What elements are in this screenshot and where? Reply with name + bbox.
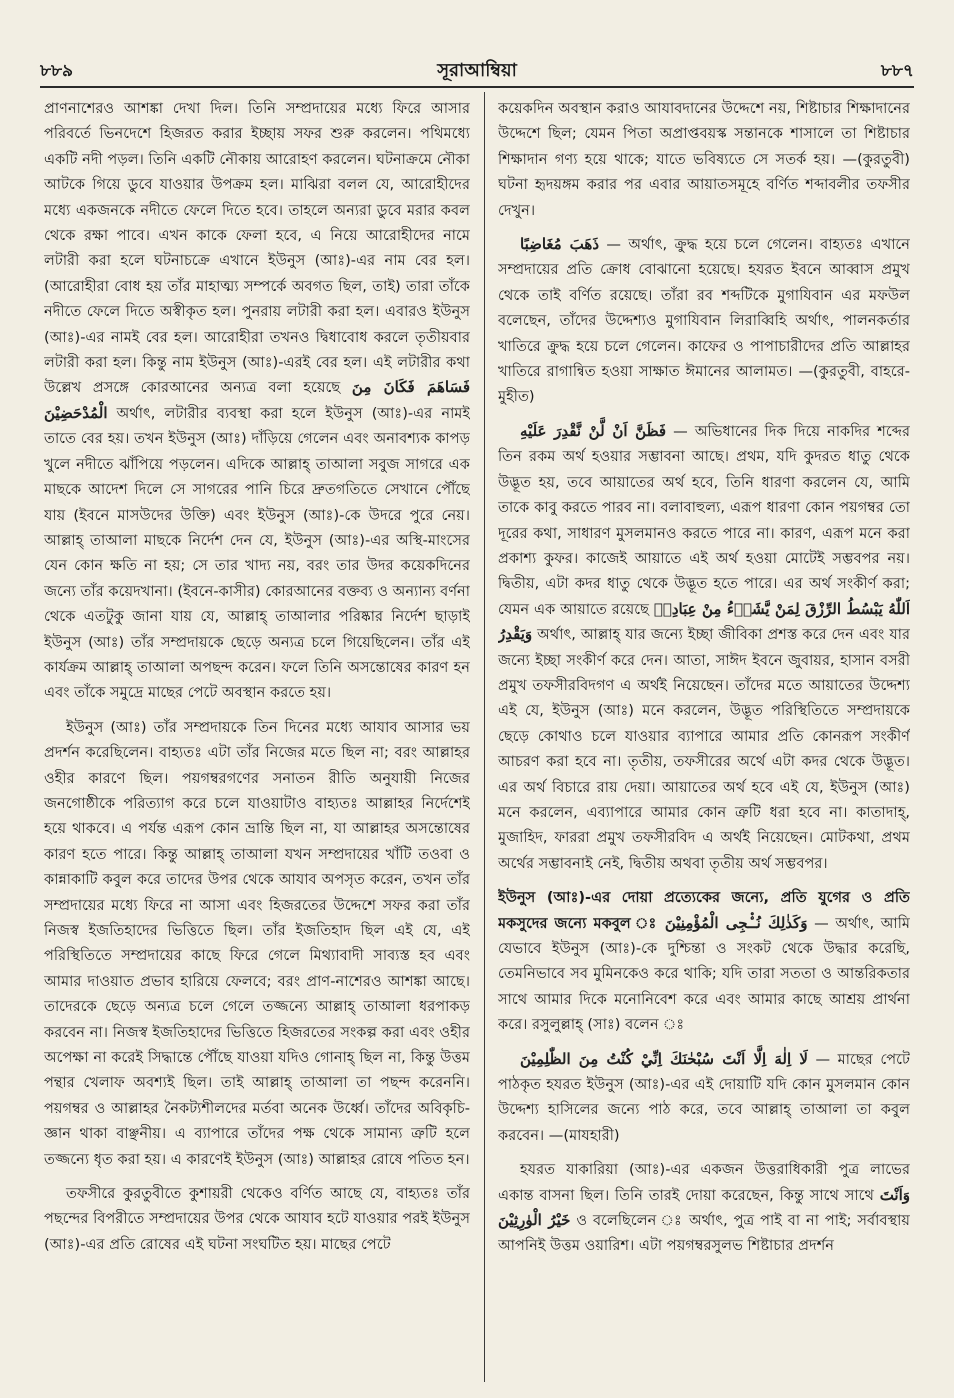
section-heading: ইউনুস (আঃ)-এর দোয়া প্রত্যেকের জন্যে, প্রতি যুগের ও প্রতি মকসুদের জন্যে মকবুল ঃ [498,889,910,932]
page-number-left: ৮৮৯ [40,61,74,81]
paragraph [498,1157,910,1259]
paragraph-text: অর্থাৎ, লটারীর ব্যবস্থা করা হলে ইউনুস (আঃ)-এর নামই তাতে বের হয়। তখন ইউনুস (আঃ) দাঁড়িয়ে গেলেন এবং অনাবশ্যক কাপড় খুলে নদীতে ঝাঁপিয়ে পড়লেন। এদিকে আল্লাহ্ তাআলা সবুজ সাগরে এক মাছকে আদেশ দিলে সে সাগরের পানি চিরে দ্রুতগতিতে সেখানে পৌঁছে যায় (ইবনে মাসউদের উক্তি) এবং ইউনুস (আঃ)-কে উদরে পুরে নেয়। আল্লাহ্ তাআলা মাছকে নির্দেশ দেন যে, ইউনুস (আঃ)-এর অস্থি-মাংসের যেন কোন ক্ষতি না হয়; সে তার খাদ্য নয়, বরং তার উদর কয়েকদিনের জন্যে তাঁর কয়েদখানা। (ইবনে-কাসীর) কোরআনের বক্তব্য ও অন্যান্য বর্ণনা থেকে এতটুকু জানা যায় যে, আল্লাহ্ তাআলার পরিষ্কার নির্দেশ ছাড়াই ইউনুস (আঃ) তাঁর সম্প্রদায়কে ছেড়ে অন্যত্র চলে গিয়েছিলেন। তাঁর এই কার্যক্রম আল্লাহ্ তাআলা অপছন্দ করেন। ফলে তিনি অসন্তোষের কারণ হন এবং তাঁকে সমুদ্রে মাছের পেটে অবস্থান করতে হয়। [44,404,470,702]
right-column [498,96,910,1386]
paragraph-text: তফসীরে কুরতুবীতে কুশায়রী থেকেও বর্ণিত আছে যে, বাহ্যতঃ তাঁর পছন্দের বিপরীতে সম্প্রদায়ের উপর থেকে আযাব হটে যাওয়ার পরই ইউনুস (আঃ)-এর প্রতি রোষের এই ঘটনা সংঘটিত হয়। মাছের পেটে [44,1185,470,1253]
paragraph-text: প্রাণনাশেরও আশঙ্কা দেখা দিল। তিনি সম্প্রদায়ের মধ্যে ফিরে আসার পরিবর্তে ভিনদেশে হিজরত করার ইচ্ছায় সফর শুরু করলেন। পথিমধ্যে একটি নদী পড়ল। তিনি একটি নৌকায় আরোহণ করলেন। ঘটনাক্রমে নৌকা আটকে গিয়ে ডুবে যাওয়ার উপক্রম হল। মাঝিরা বলল যে, আরোহীদের মধ্যে একজনকে নদীতে ফেলে দিতে হবে। তাহলে অন্যরা ডুবে মরার কবল থেকে রক্ষা পাবে। এখন কাকে ফেলা হবে, এ নিয়ে আরোহীদের নামে লটারী করা হলে ঘটনাচক্রে এখানে ইউনুস (আঃ)-এর নাম বের হল। (আরোহীরা বোধ হয় তাঁর মাহাত্ম্য সম্পর্কে অবগত ছিল, তাই) তারা তাঁকে নদীতে ফেলে দিতে অস্বীকৃত হল। পুনরায় লটারী করা হল। এবারও ইউনুস (আঃ)-এর নামই বের হল। আরোহীরা তখনও দ্বিধাবোধ করলে তৃতীয়বার লটারী করা হল। কিন্তু নাম ইউনুস (আঃ)-এরই বের হল। এই লটারীর কথা উল্লেখ প্রসঙ্গে কোরআনের অন্যত্র বলা হয়েছে [44,100,470,397]
arabic-verse: اَللّٰهُ يَبْسُطُ الرِّزْقَ لِمَنْ يَّشَاۤءُ مِنْ عِبَادِهٖ وَيَقْدِرُ [498,599,910,644]
column-divider [484,92,485,1382]
paragraph [498,232,910,410]
paragraph-text: ও বলেছিলেন ঃ অর্থাৎ, পুত্র পাই বা না পাই; সর্বাবস্থায় আপনিই উত্তম ওয়ারিশ। এটা পয়গম্বরসুলভ শিষ্টাচার প্রদর্শন [498,1212,910,1255]
paragraph-text: হযরত যাকারিয়া (আঃ)-এর একজন উত্তরাধিকারী পুত্র লাভের একান্ত বাসনা ছিল। তিনি তারই দোয়া করেছেন, কিন্তু সাথে সাথে [498,1161,910,1204]
paragraph-text: — অভিধানের দিক দিয়ে নাকদির শব্দের তিন রকম অর্থ হওয়ার সম্ভাবনা আছে। প্রথম, যদি কুদরত ধাতু থেকে উদ্ভূত হয়, তবে আয়াতের অর্থ হবে, তিনি ধারণা করলেন যে, আমি তাকে কাবু করতে পারব না। বলাবাহুল্য, এরূপ ধারণা কোন পয়গম্বর তো দূরের কথা, সাধারণ মুসলমানও করতে পারে না। কারণ, এরূপ মনে করা প্রকাশ্য কুফর। কাজেই আয়াতে এই অর্থ হওয়া মোটেই সম্ভবপর নয়। দ্বিতীয়, এটা কদর ধাতু থেকে উদ্ভূত হতে পারে। এর অর্থ সংকীর্ণ করা; যেমন এক আয়াতে রয়েছে [498,422,910,618]
arabic-verse: وَكَذٰلِكَ نُـْۨجِى الْمُؤْمِنِيْنَ [664,913,808,932]
paragraph-text: কয়েকদিন অবস্থান করাও আযাবদানের উদ্দেশে নয়, শিষ্টাচার শিক্ষাদানের উদ্দেশে ছিল; যেমন পিতা অপ্রাপ্তবয়স্ক সন্তানকে শাসালে তা শিষ্টাচার শিক্ষাদান গণ্য হয়ে থাকে; যাতে ভবিষ্যতে সে সতর্ক হয়। —(কুরতুবী) ঘটনা হৃদয়ঙ্গম করার পর এবার আয়াতসমূহে বর্ণিত শব্দাবলীর তফসীর দেখুন। [498,100,910,219]
paragraph-text: অর্থাৎ, আল্লাহ্ যার জন্যে ইচ্ছা জীবিকা প্রশস্ত করে দেন এবং যার জন্যে ইচ্ছা সংকীর্ণ করে দেন। আতা, সাঈদ ইবনে জুবায়র, হাসান বসরী প্রমুখ তফসীরবিদগণ এ অর্থই নিয়েছেন। তাঁদের মতে আয়াতের উদ্দেশ্য এই যে, ইউনুস (আঃ) মনে করলেন, উদ্ভূত পরিস্থিতিতে সম্প্রদায়কে ছেড়ে কোথাও চলে যাওয়ার ব্যাপারে আমার প্রতি কোনরূপ সংকীর্ণ আচরণ করা হবে না। তৃতীয়, তফসীরের অর্থে এটা কদর থেকে উদ্ভূত। এর অর্থ বিচারে রায় দেয়া। আয়াতের অর্থ হবে এই যে, ইউনুস (আঃ) মনে করলেন, এব্যাপারে আমার কোন ত্রুটি ধরা হবে না। কাতাদাহ্, মুজাহিদ, ফাররা প্রমুখ তফসীরবিদ এ অর্থই নিয়েছেন। মোটকথা, প্রথম অর্থের সম্ভাবনাই নেই, দ্বিতীয় অথবা তৃতীয় অর্থ সম্ভবপর। [498,626,910,872]
arabic-verse: فَسَاهَمَ فَكَانَ مِنَ الْمُدْحَضِيْنَ [44,378,470,422]
paragraph-text: — অর্থাৎ, আমি যেভাবে ইউনুস (আঃ)-কে দুশ্চিন্তা ও সংকট থেকে উদ্ধার করেছি, তেমনিভাবে সব মুমিনকেও করে থাকি; যদি তারা সততা ও আন্তরিকতার সাথে আমার দিকে মনোনিবেশ করে এবং আমার কাছে আশ্রয় প্রার্থনা করে। রসুলুল্লাহ্ (সাঃ) বলেন ঃ [498,914,910,1034]
paragraph-text: ইউনুস (আঃ) তাঁর সম্প্রদায়কে তিন দিনের মধ্যে আযাব আসার ভয় প্রদর্শন করেছিলেন। বাহ্যতঃ এটা তাঁর নিজের মতে ছিল না; বরং আল্লাহর ওহীর কারণে ছিল। পয়গম্বরগণের সনাতন রীতি অনুযায়ী নিজের জনগোষ্ঠীকে পরিত্যাগ করে চলে যাওয়াটাও বাহ্যতঃ আল্লাহর নির্দেশেই হয়ে থাকবে। এ পর্যন্ত এরূপ কোন ভ্রান্তি ছিল না, যা আল্লাহর অসন্তোষের কারণ হতে পারে। কিন্তু আল্লাহ্ তাআলা যখন সম্প্রদায়ের খাঁটি তওবা ও কান্নাকাটি কবুল করে তাদের উপর থেকে আযাব অপসৃত করেন, তখন তাঁর সম্প্রদায়ের মধ্যে ফিরে না আসা এবং হিজরতের উদ্দেশে সফর করা তাঁর নিজস্ব ইজতিহাদের ভিত্তিতে ছিল। তাঁর ইজতিহাদ ছিল এই যে, এই পরিস্থিতিতে সম্প্রদায়ের কাছে ফিরে গেলে মিথ্যাবাদী সাব্যস্ত হব এবং আমার দাওয়াত প্রভাব হারিয়ে ফেলবে; বরং প্রাণ-নাশেরও আশঙ্কা আছে। তাদেরকে ছেড়ে অন্যত্র চলে গেলে তজ্জন্যে আল্লাহ্ তাআলা ধরপাকড় করবেন না। নিজস্ব ইজতিহাদের ভিত্তিতে হিজরতের সংকল্প করা এবং ওহীর অপেক্ষা না করেই সিদ্ধান্তে পৌঁছে যাওয়া যদিও গোনাহ্ ছিল না, কিন্তু উত্তম পন্থার খেলাফ অবশ্যই ছিল। তাই আল্লাহ্ তাআলা তা পছন্দ করেননি। পয়গম্বর ও আল্লাহর নৈকট্যশীলদের মর্তবা অনেক উর্ধ্বে। তাঁদের অবিকৃচি-জ্ঞান থাকা বাঞ্ছনীয়। এ ব্যাপারে তাঁদের পক্ষ থেকে সামান্য ত্রুটি হলে তজ্জন্যে ধৃত করা হয়। এ কারণেই ইউনুস (আঃ) আল্লাহর রোষে পতিত হন। [44,718,470,1168]
arabic-verse: وَاَنْتَ خَيْرُ الْوٰرِثِيْنَ [498,1185,910,1230]
paragraph [44,715,470,1172]
paragraph [44,96,470,706]
paragraph [498,419,910,876]
left-column [44,96,470,1386]
page-number-right: ৮৮৭ [880,61,914,81]
paragraph [498,1047,910,1149]
paragraph-text: — অর্থাৎ, ক্রুদ্ধ হয়ে চলে গেলেন। বাহ্যতঃ এখানে সম্প্রদায়ের প্রতি ক্রোধ বোঝানো হয়েছে। হযরত ইবনে আব্বাস প্রমুখ থেকে তাই বর্ণিত রয়েছে। তাঁরা রব শব্দটিকে মুগাযিবান এর মফউল বলেছেন, তাঁদের উদ্দেশ্যও মুগাযিবান লিরাব্বিহি অর্থাৎ, পালনকর্তার খাতিরে ক্রুদ্ধ হয়ে চলে গেলেন। কাফের ও পাপাচারীদের প্রতি আল্লাহর খাতিরে রাগান্বিত হওয়া সাক্ষাত ঈমানের আলামত। —(কুরতুবী, বাহরে-মুহীত) [498,236,910,406]
arabic-verse: لَا اِلٰهَ اِلَّا اَنْتَ سُبْحٰنَكَ اِنِّيْ كُنْتُ مِنَ الظّٰلِمِيْنَ [520,1049,808,1068]
running-title: সূরাআম্বিয়া [437,60,517,81]
page-header [40,52,914,88]
arabic-verse: ذَهَبَ مُغَاضِبًا [520,235,599,254]
paragraph [498,885,910,1037]
arabic-verse: فَظَنَّ اَنْ لَّنْ نَّقْدِرَ عَلَيْهِ [520,421,667,440]
paragraph [498,96,910,223]
paragraph-text: — মাছের পেটে পাঠকৃত হযরত ইউনুস (আঃ)-এর এই দোয়াটি যদি কোন মুসলমান কোন উদ্দেশ্য হাসিলের জন্যে পাঠ করে, তবে আল্লাহ্ তাআলা তা কবুল করবেন। —(মাযহারী) [498,1050,910,1144]
paragraph [44,1181,470,1257]
